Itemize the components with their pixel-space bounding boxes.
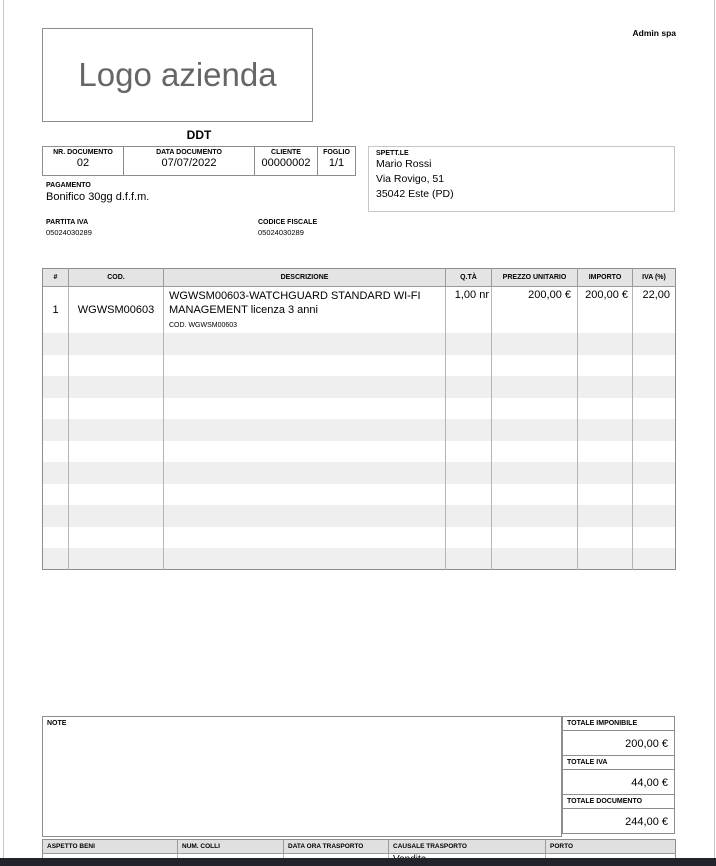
field-label: FOGLIO bbox=[323, 149, 350, 156]
col-header-causale-trasporto: CAUSALE TRASPORTO bbox=[389, 840, 546, 854]
empty-cell bbox=[43, 441, 69, 463]
empty-cell bbox=[633, 484, 676, 506]
table-row bbox=[43, 287, 676, 334]
item-vat: 22,00 bbox=[642, 289, 670, 301]
totale-iva-value: 44,00 € bbox=[562, 769, 675, 795]
items-body bbox=[43, 287, 676, 570]
empty-cell bbox=[69, 484, 164, 506]
col-header-importo: IMPORTO bbox=[578, 269, 633, 287]
empty-cell bbox=[578, 333, 633, 355]
empty-cell bbox=[43, 355, 69, 377]
empty-cell bbox=[633, 355, 676, 377]
empty-cell bbox=[492, 527, 578, 549]
empty-cell bbox=[633, 419, 676, 441]
empty-cell bbox=[578, 441, 633, 463]
col-header-data-ora-trasporto: DATA ORA TRASPORTO bbox=[284, 840, 389, 854]
col-header-iva: IVA (%) bbox=[633, 269, 676, 287]
empty-cell bbox=[633, 376, 676, 398]
empty-cell bbox=[164, 419, 446, 441]
empty-cell bbox=[633, 333, 676, 355]
totale-documento-value: 244,00 € bbox=[562, 808, 675, 834]
empty-cell bbox=[492, 505, 578, 527]
empty-cell bbox=[446, 527, 492, 549]
empty-cell bbox=[69, 419, 164, 441]
logo-text: Logo azienda bbox=[78, 56, 277, 93]
empty-cell bbox=[43, 398, 69, 420]
empty-cell bbox=[633, 548, 676, 570]
empty-cell bbox=[446, 419, 492, 441]
empty-cell bbox=[578, 419, 633, 441]
empty-cell bbox=[578, 527, 633, 549]
empty-cell bbox=[164, 441, 446, 463]
items-header-row bbox=[43, 269, 676, 287]
header-field-foglio bbox=[318, 147, 355, 175]
empty-cell bbox=[492, 441, 578, 463]
item-description-main: WGWSM00603-WATCHGUARD STANDARD WI-FI MANAGEMENT licenza 3 anni bbox=[169, 290, 421, 316]
header-field-nr-documento bbox=[43, 147, 124, 175]
empty-cell bbox=[69, 355, 164, 377]
col-header-descrizione: DESCRIZIONE bbox=[164, 269, 446, 287]
transport-header-row bbox=[43, 840, 676, 854]
empty-cell bbox=[69, 441, 164, 463]
company-logo-placeholder bbox=[42, 28, 313, 122]
empty-cell bbox=[578, 398, 633, 420]
empty-cell bbox=[164, 355, 446, 377]
empty-cell bbox=[446, 333, 492, 355]
empty-cell bbox=[164, 398, 446, 420]
notes-label: NOTE bbox=[47, 720, 67, 727]
empty-table-row bbox=[43, 548, 676, 570]
totale-imponibile-label: TOTALE IMPONIBILE bbox=[562, 716, 675, 731]
empty-cell bbox=[164, 505, 446, 527]
empty-table-row bbox=[43, 484, 676, 506]
recipient-box bbox=[368, 146, 675, 212]
empty-cell bbox=[633, 527, 676, 549]
empty-cell bbox=[446, 484, 492, 506]
empty-cell bbox=[633, 441, 676, 463]
empty-table-row bbox=[43, 355, 676, 377]
viewport-bottom-bar bbox=[0, 858, 716, 866]
empty-table-row bbox=[43, 527, 676, 549]
empty-cell bbox=[578, 462, 633, 484]
empty-cell bbox=[492, 355, 578, 377]
item-code: WGWSM00603 bbox=[69, 287, 164, 334]
col-header-cod: COD. bbox=[69, 269, 164, 287]
empty-cell bbox=[43, 484, 69, 506]
empty-cell bbox=[446, 355, 492, 377]
codice-fiscale-value: 05024030289 bbox=[258, 228, 304, 237]
field-value: 1/1 bbox=[328, 157, 345, 169]
empty-cell bbox=[69, 505, 164, 527]
empty-cell bbox=[578, 548, 633, 570]
notes-box bbox=[42, 716, 562, 837]
payment-label: PAGAMENTO bbox=[46, 182, 91, 189]
empty-cell bbox=[164, 462, 446, 484]
payment-value: Bonifico 30gg d.f.f.m. bbox=[46, 191, 150, 203]
recipient-label: SPETT.LE bbox=[376, 150, 409, 157]
recipient-name: Mario Rossi bbox=[376, 158, 432, 170]
empty-cell bbox=[578, 376, 633, 398]
empty-cell bbox=[446, 376, 492, 398]
col-header-num-colli: NUM. COLLI bbox=[178, 840, 284, 854]
empty-cell bbox=[492, 462, 578, 484]
empty-cell bbox=[43, 548, 69, 570]
col-header-aspetto-beni: ASPETTO BENI bbox=[43, 840, 178, 854]
empty-cell bbox=[578, 505, 633, 527]
totale-documento-label: TOTALE DOCUMENTO bbox=[562, 794, 675, 809]
empty-cell bbox=[492, 398, 578, 420]
empty-cell bbox=[43, 462, 69, 484]
empty-cell bbox=[43, 527, 69, 549]
item-amount: 200,00 € bbox=[578, 287, 633, 334]
partita-iva-value: 05024030289 bbox=[46, 228, 92, 237]
empty-table-row bbox=[43, 376, 676, 398]
page-left-edge bbox=[3, 0, 4, 866]
item-unit-price: 200,00 € bbox=[492, 287, 578, 334]
empty-cell bbox=[164, 548, 446, 570]
col-header-prezzo-unitario: PREZZO UNITARIO bbox=[492, 269, 578, 287]
item-number: 1 bbox=[43, 287, 69, 334]
empty-cell bbox=[446, 462, 492, 484]
empty-cell bbox=[492, 333, 578, 355]
header-field-data-documento bbox=[124, 147, 255, 175]
empty-cell bbox=[43, 333, 69, 355]
empty-cell bbox=[69, 462, 164, 484]
empty-cell bbox=[492, 419, 578, 441]
page-right-edge bbox=[714, 0, 715, 866]
field-value: 07/07/2022 bbox=[161, 157, 217, 169]
empty-cell bbox=[69, 548, 164, 570]
company-name: Admin spa bbox=[632, 28, 676, 38]
empty-cell bbox=[69, 527, 164, 549]
empty-cell bbox=[492, 484, 578, 506]
field-label: CLIENTE bbox=[271, 149, 301, 156]
empty-cell bbox=[164, 484, 446, 506]
codice-fiscale-label: CODICE FISCALE bbox=[258, 219, 318, 226]
totals-panel bbox=[562, 716, 675, 834]
empty-cell bbox=[578, 355, 633, 377]
col-header-porto: PORTO bbox=[546, 840, 676, 854]
empty-cell bbox=[43, 419, 69, 441]
empty-table-row bbox=[43, 505, 676, 527]
item-description-sub: COD. WGWSM00603 bbox=[169, 322, 238, 329]
empty-table-row bbox=[43, 441, 676, 463]
empty-cell bbox=[69, 398, 164, 420]
field-value: 00000002 bbox=[261, 157, 311, 169]
empty-cell bbox=[446, 505, 492, 527]
empty-cell bbox=[446, 548, 492, 570]
empty-cell bbox=[69, 333, 164, 355]
recipient-address-street: Via Rovigo, 51 bbox=[376, 173, 445, 185]
empty-table-row bbox=[43, 419, 676, 441]
empty-cell bbox=[578, 484, 633, 506]
item-description bbox=[164, 287, 446, 334]
empty-cell bbox=[492, 376, 578, 398]
partita-iva-label: PARTITA IVA bbox=[46, 219, 89, 226]
col-header-num: # bbox=[43, 269, 69, 287]
empty-table-row bbox=[43, 333, 676, 355]
item-quantity: 1,00 nr bbox=[446, 287, 492, 334]
empty-cell bbox=[492, 548, 578, 570]
empty-cell bbox=[164, 376, 446, 398]
field-label: NR. DOCUMENTO bbox=[53, 149, 113, 156]
empty-cell bbox=[69, 376, 164, 398]
empty-cell bbox=[43, 376, 69, 398]
col-header-qta: Q.TÀ bbox=[446, 269, 492, 287]
totale-iva-label: TOTALE IVA bbox=[562, 755, 675, 770]
empty-cell bbox=[446, 441, 492, 463]
empty-cell bbox=[164, 527, 446, 549]
document-header-table bbox=[42, 146, 356, 176]
empty-table-row bbox=[43, 398, 676, 420]
totale-imponibile-value: 200,00 € bbox=[562, 730, 675, 756]
empty-cell bbox=[633, 398, 676, 420]
empty-cell bbox=[43, 505, 69, 527]
empty-cell bbox=[446, 398, 492, 420]
field-value: 02 bbox=[76, 157, 90, 169]
field-label: DATA DOCUMENTO bbox=[156, 149, 222, 156]
items-table bbox=[42, 268, 676, 570]
empty-cell bbox=[164, 333, 446, 355]
empty-table-row bbox=[43, 462, 676, 484]
document-title: DDT bbox=[186, 128, 212, 142]
header-field-cliente bbox=[255, 147, 318, 175]
empty-cell bbox=[633, 462, 676, 484]
recipient-address-city: 35042 Este (PD) bbox=[376, 188, 454, 200]
empty-cell bbox=[633, 505, 676, 527]
